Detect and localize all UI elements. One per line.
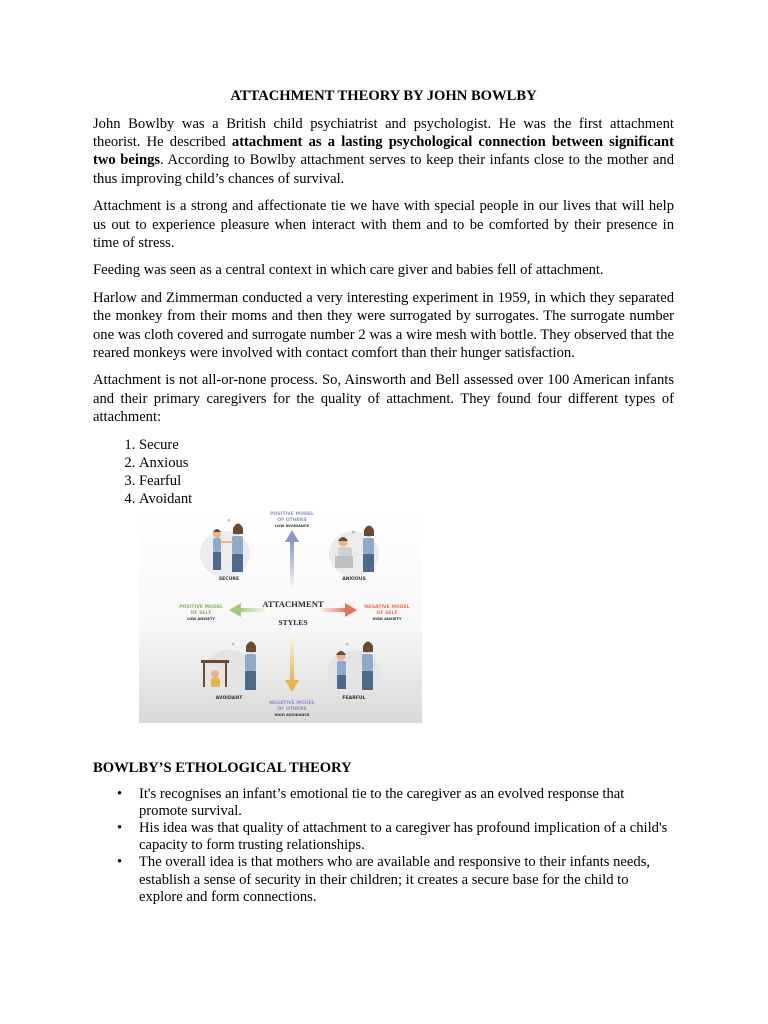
- paragraph-harlow-experiment: Harlow and Zimmerman conducted a very interesting experiment in 1959, in which they separated the monkey from their moms and then they were surrogated by surrogates. The surrogate number one was cloth covered and surrogate number 2 was a wire mesh with bottle. They observed that the reared monkeys were involved with contact comfort than their hunger satisfaction.: [93, 290, 674, 361]
- attachment-styles-diagram: [139, 508, 422, 723]
- figure-center-subtitle: STYLES: [278, 617, 308, 627]
- intro-bold-definition: attachment as a lasting psychological connection between significant two beings: [93, 134, 674, 169]
- quadrant-label-avoidant: AVOIDANT: [215, 695, 243, 701]
- intro-paragraph: [93, 115, 674, 188]
- left-axis-sublabel: LOW ANXIETY: [187, 616, 215, 621]
- list-item: 4. Avoidant: [139, 490, 674, 508]
- svg-text:✧: ✧: [351, 529, 356, 536]
- bottom-axis-label-2: OF OTHERS: [277, 706, 307, 712]
- fearful-illustration: [328, 641, 380, 694]
- top-axis-label-2: OF OTHERS: [277, 517, 307, 523]
- list-item: • The overall idea is that mothers who are available and responsive to their infants needs, establish a sense of security in their children; it creates a secure base for the child to explore and form connections.: [139, 854, 674, 906]
- quadrant-label-secure: SECURE: [218, 576, 240, 582]
- document-content: [93, 87, 674, 906]
- attachment-types-list: [93, 436, 674, 508]
- list-item: 2. Anxious: [139, 454, 674, 472]
- top-axis-sublabel: LOW AVOIDANCE: [275, 523, 309, 528]
- svg-text:✧: ✧: [345, 641, 350, 648]
- left-axis-label: POSITIVE MODEL: [179, 604, 223, 610]
- section-title-ethological-theory: BOWLBY’S ETHOLOGICAL THEORY: [93, 759, 352, 776]
- list-item: 1. Secure: [139, 436, 674, 454]
- down-arrow-icon: [285, 628, 299, 692]
- right-axis-label-2: OF SELF: [376, 610, 398, 616]
- top-axis-label: POSITIVE MODEL: [270, 511, 314, 517]
- quadrant-label-fearful: FEARFUL: [342, 695, 366, 701]
- paragraph-ainsworth-bell: Attachment is not all-or-none process. So, Ainsworth and Bell assessed over 100 American infants and their primary caregivers for the quality of attachment. They found four different types of attachment:: [93, 372, 674, 425]
- secure-illustration: [200, 518, 250, 577]
- right-axis-sublabel: HIGH ANXIETY: [372, 616, 402, 621]
- svg-text:✧: ✧: [227, 517, 232, 524]
- bottom-axis-label: NEGATIVE MODEL: [269, 700, 315, 706]
- ethological-theory-bullets: [93, 786, 674, 906]
- list-item: • His idea was that quality of attachment to a caregiver has profound implication of a child's capacity to form trusting relationships.: [139, 820, 674, 854]
- up-arrow-icon: [285, 530, 299, 592]
- avoidant-illustration: [201, 641, 256, 694]
- left-axis-label-2: OF SELF: [190, 610, 212, 616]
- bottom-axis-sublabel: HIGH AVOIDANCE: [274, 712, 310, 717]
- paragraph-feeding: Feeding was seen as a central context in which care giver and babies fell of attachment.: [93, 262, 604, 279]
- attachment-styles-figure: [139, 508, 422, 723]
- figure-center-title: ATTACHMENT: [262, 598, 324, 609]
- list-item: • It's recognises an infant’s emotional tie to the caregiver as an evolved response that promote survival.: [139, 786, 674, 820]
- intro-text-end: . According to Bowlby attachment serves to keep their infants close to the mother and thus improving child’s chances of survival.: [93, 152, 674, 187]
- anxious-illustration: [329, 525, 379, 577]
- list-item: 3. Fearful: [139, 472, 674, 490]
- right-axis-label: NEGATIVE MODEL: [364, 604, 410, 610]
- quadrant-label-anxious: ANXIOUS: [342, 576, 366, 582]
- document-title: ATTACHMENT THEORY BY JOHN BOWLBY: [230, 88, 537, 104]
- intro-text-start: John Bowlby was a British child psychiatrist and psychologist. He was the first attachment theorist. He described: [93, 116, 674, 151]
- svg-text:✧: ✧: [231, 641, 236, 648]
- paragraph-attachment-tie: Attachment is a strong and affectionate tie we have with special people in our lives that will help us out to experience pleasure when interact with them and to be comforted by their presence in time of stress.: [93, 198, 674, 251]
